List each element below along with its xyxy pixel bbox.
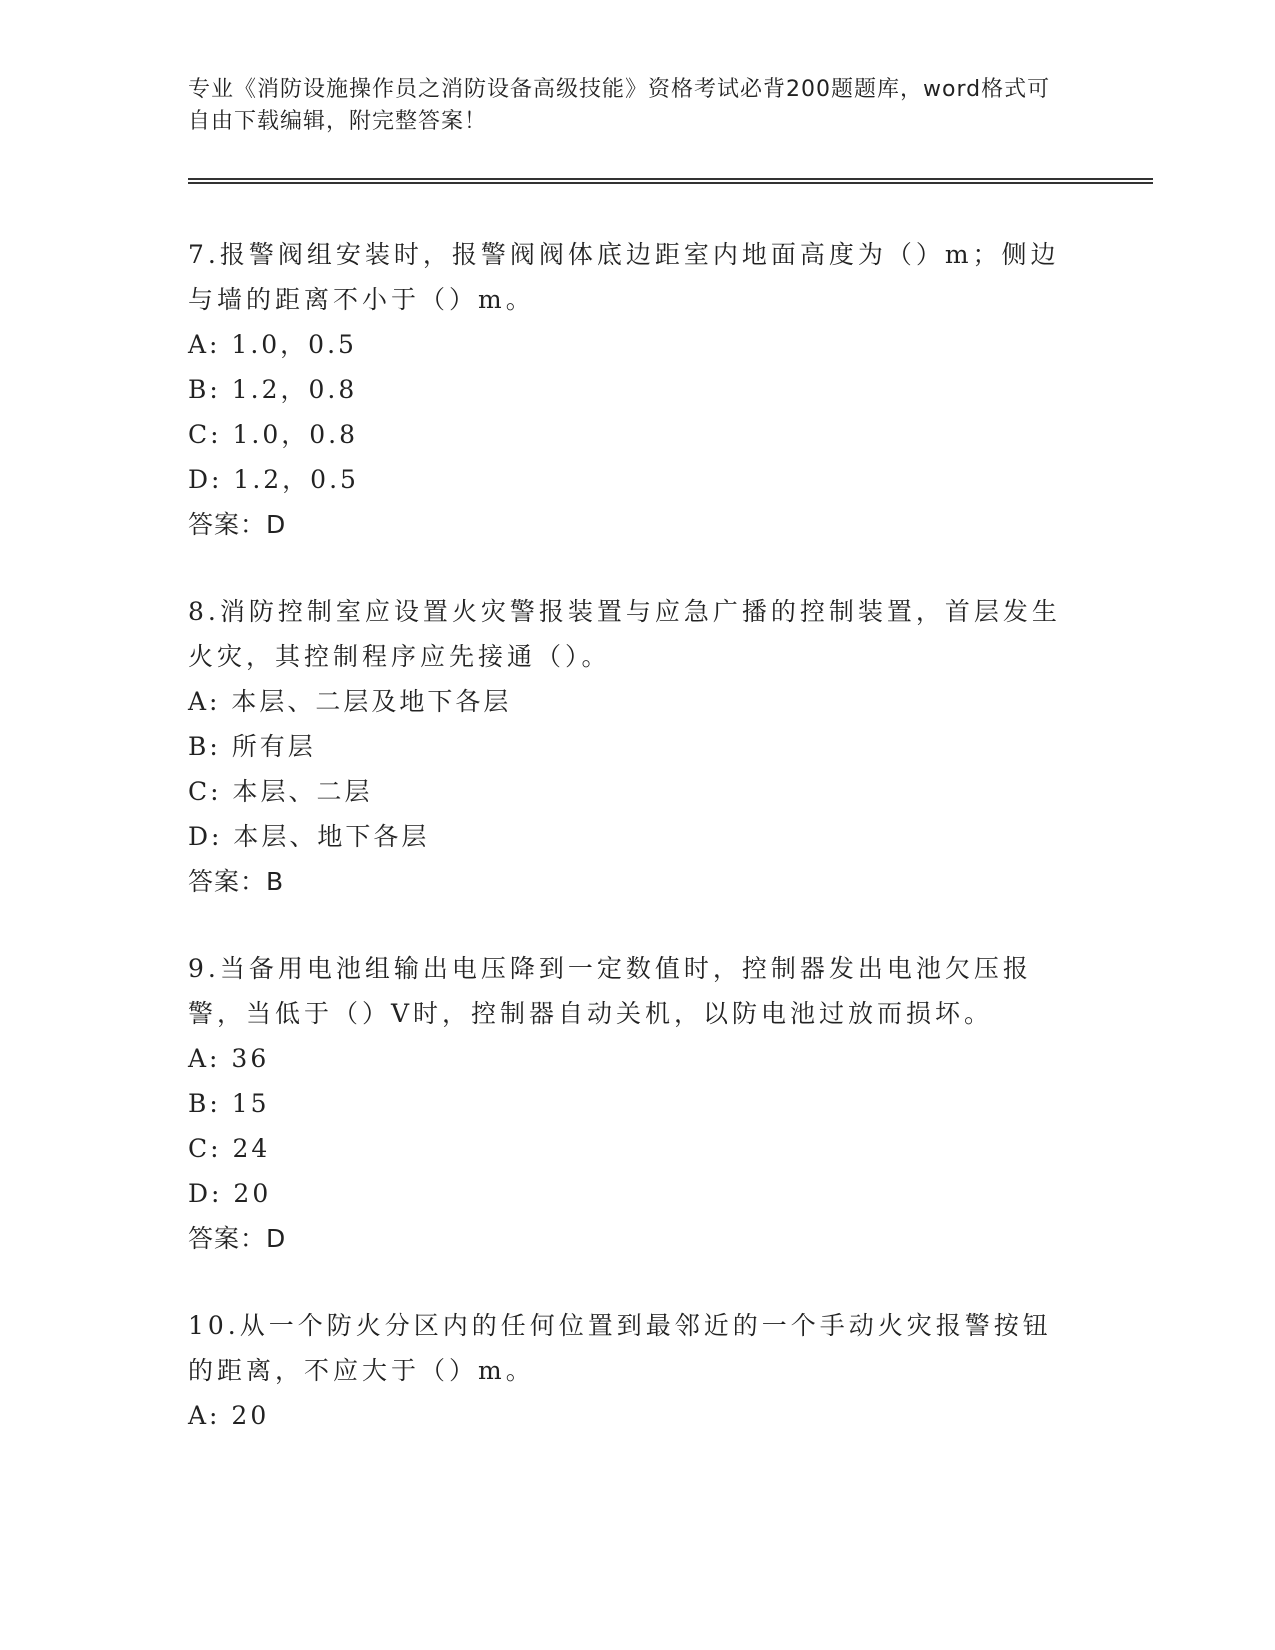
answer-line: 答案：B — [188, 867, 285, 896]
question-8 — [188, 589, 1068, 904]
option-a: A: 本层、二层及地下各层 — [188, 687, 512, 716]
question-stem: 9.当备用电池组输出电压降到一定数值时，控制器发出电池欠压报警，当低于（）V时，控制器自动关机，以防电池过放而损坏。 — [188, 954, 1032, 1028]
question-stem: 8.消防控制室应设置火灾警报装置与应急广播的控制装置，首层发生火灾，其控制程序应先接通（）。 — [188, 597, 1061, 671]
option-a: A: 20 — [188, 1401, 270, 1430]
option-a: A: 36 — [188, 1044, 270, 1073]
header-divider-top — [188, 178, 1153, 180]
option-b: B: 所有层 — [188, 732, 316, 761]
question-7 — [188, 232, 1068, 547]
option-d: D: 20 — [188, 1179, 272, 1208]
question-10 — [188, 1303, 1068, 1438]
header-divider-bottom — [188, 182, 1153, 184]
question-stem: 10.从一个防火分区内的任何位置到最邻近的一个手动火灾报警按钮的距离，不应大于（）m。 — [188, 1311, 1052, 1385]
option-c: C: 1.0，0.8 — [188, 420, 359, 449]
option-d: D: 1.2，0.5 — [188, 465, 359, 494]
option-a: A: 1.0，0.5 — [188, 330, 357, 359]
document-header: 专业《消防设施操作员之消防设备高级技能》资格考试必背200题题库，word格式可自由下载编辑，附完整答案！ — [188, 77, 1051, 134]
option-b: B: 15 — [188, 1089, 270, 1118]
answer-line: 答案：D — [188, 510, 287, 539]
question-list — [188, 232, 1068, 1480]
option-c: C: 本层、二层 — [188, 777, 373, 806]
question-9 — [188, 946, 1068, 1261]
option-b: B: 1.2，0.8 — [188, 375, 358, 404]
answer-line: 答案：D — [188, 1224, 287, 1253]
option-d: D: 本层、地下各层 — [188, 822, 430, 851]
question-stem: 7.报警阀组安装时，报警阀阀体底边距室内地面高度为（）m；侧边与墙的距离不小于（）m。 — [188, 240, 1060, 314]
option-c: C: 24 — [188, 1134, 271, 1163]
